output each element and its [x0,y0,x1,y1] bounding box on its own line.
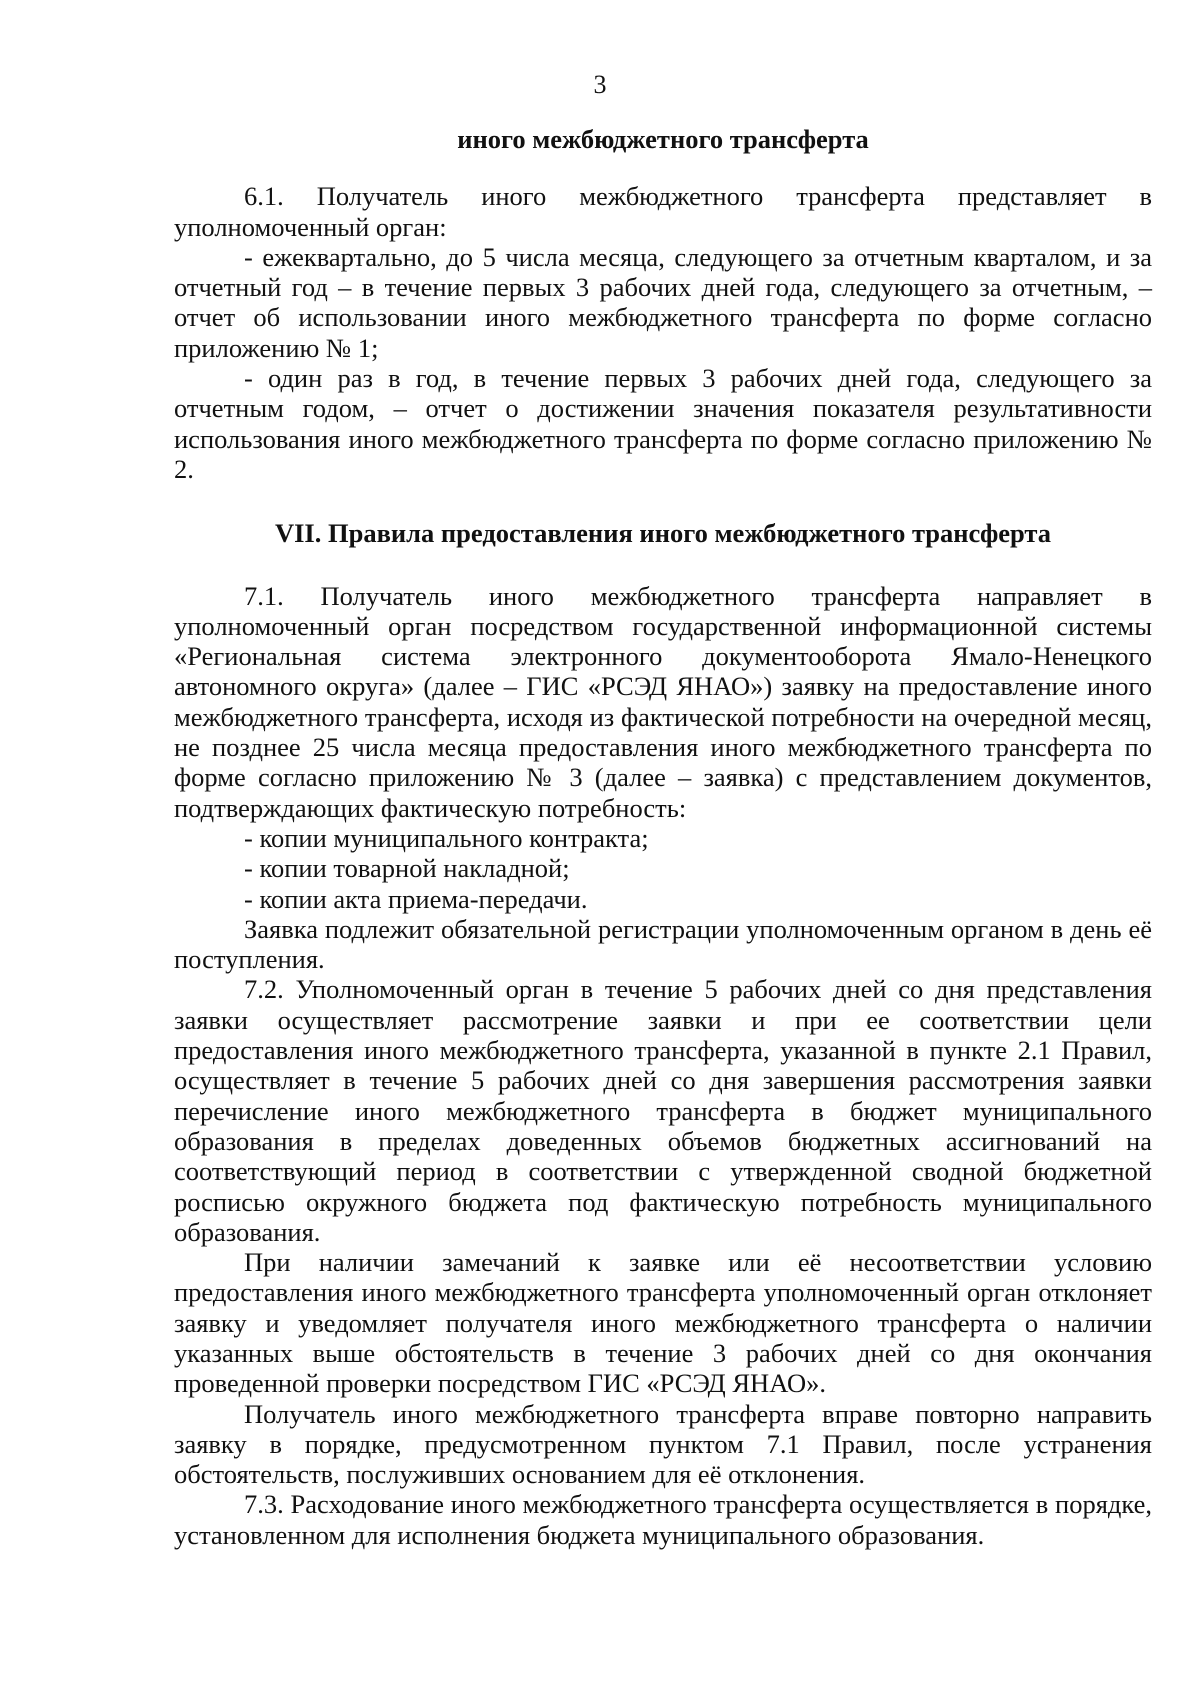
paragraph-resubmission: Получатель иного межбюджетного трансферта вправе повторно направить заявку в порядке, предусмотренном пунктом 7.1 Правил, после устранения обстоятельств, послуживших основанием для её отклонения. [174,1398,1152,1490]
paragraph-registration: Заявка подлежит обязательной регистрации уполномоченным органом в день её поступления. [174,913,1152,975]
page-number: 3 [593,70,607,99]
list-item-invoice-copy: - копии товарной накладной; [244,853,570,884]
list-item-contract-copy: - копии муниципального контракта; [244,822,649,853]
paragraph-rejection: При наличии замечаний к заявке или её несоответствии условию предоставления иного межбюджетного трансферта уполномоченный орган отклоняет заявку и уведомляет получателя иного межбюджетного трансферта о наличии указанных выше обстоятельств в течение 3 рабочих дней со дня окончания проведенной проверки посредством ГИС «РСЭД ЯНАО». [174,1247,1152,1399]
list-item-annual-report: - один раз в год, в течение первых 3 рабочих дней года, следующего за отчетным годом, – отчет о достижении значения показателя результативности использования иного межбюджетного трансферта по форме согласно приложению № 2. [174,363,1152,484]
paragraph-6-1: 6.1. Получатель иного межбюджетного трансферта представляет в уполномоченный орган: [174,181,1152,242]
section-6 [174,181,1152,484]
section-7-heading: VII. Правила предоставления иного межбюджетного трансферта [274,518,1052,549]
paragraph-7-1: 7.1. Получатель иного межбюджетного трансферта направляет в уполномоченный орган посредством государственной информационной системы «Региональная система электронного документооборота Ямало-Ненецкого автономного округа» (далее – ГИС «РСЭД ЯНАО») заявку на предоставление иного межбюджетного трансферта, исходя из фактической потребности на очередной месяц, не позднее 25 числа месяца предоставления иного межбюджетного трансферта по форме согласно приложению № 3 (далее – заявка) с представлением документов, подтверждающих фактическую потребность: [174,580,1152,823]
section-7 [174,581,1152,1551]
document-body [174,124,1152,1550]
paragraph-7-2: 7.2. Уполномоченный орган в течение 5 рабочих дней со дня представления заявки осуществляет рассмотрение заявки и при ее соответствии цели предоставления иного межбюджетного трансферта, указанной в пункте 2.1 Правил, осуществляет в течение 5 рабочих дней со дня завершения рассмотрения заявки перечисление иного межбюджетного трансферта в бюджет муниципального образования в пределах доведенных объемов бюджетных ассигнований на соответствующий период в соответствии с утвержденной сводной бюджетной росписью окружного бюджета под фактическую потребность муниципального образования. [174,974,1152,1247]
list-item-act-copy: - копии акта приема-передачи. [244,883,588,914]
paragraph-7-3: 7.3. Расходование иного межбюджетного трансферта осуществляется в порядке, установленном для исполнения бюджета муниципального образования. [174,1489,1152,1550]
continued-heading: иного межбюджетного трансферта [457,124,869,154]
list-item-quarterly-report: - ежеквартально, до 5 числа месяца, следующего за отчетным кварталом, и за отчетный год – в течение первых 3 рабочих дней года, следующего за отчетным, – отчет об использовании иного межбюджетного трансферта по форме согласно приложению № 1; [174,241,1152,363]
